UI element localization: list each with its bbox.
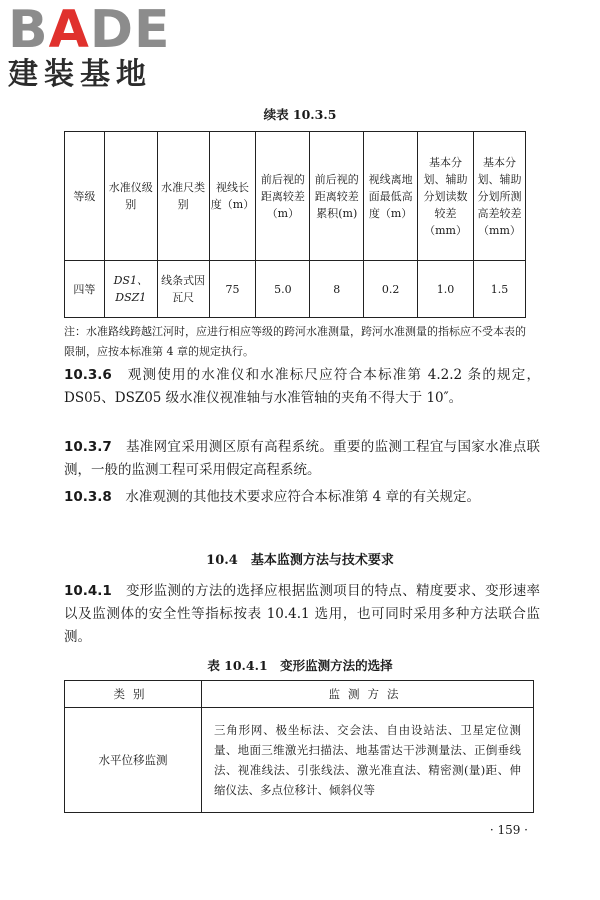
cell-distance-diff: 5.0 [256,261,310,318]
clause-number: 10.3.8 [64,489,112,505]
header-cell: 水准仪级别 [104,132,157,261]
logo [8,0,198,92]
header-cell: 类别 [65,681,202,708]
page-number: · 159 · [489,823,528,837]
table-header-row [65,132,526,261]
clause-10-3-8 [64,486,540,509]
cell-category: 水平位移监测 [65,708,202,813]
logo-subtitle: 建装基地 [8,57,152,92]
cell-reading-diff: 1.0 [418,261,474,318]
clause-number: 10.3.7 [64,439,112,455]
cell-level-model: DS1、DSZ1 [104,261,157,318]
table1-note: 注：水准路线跨越江河时，应进行相应等级的跨河水准测量，跨河水准测量的指标应不受本表的限制，应按本标准第 4 章的规定执行。 [64,325,526,358]
logo-wordmark: BADE [8,0,171,60]
clause-text: 基准网宜采用测区原有高程系统。重要的监测工程宜与国家水准点联测，一般的监测工程可采用假定高程系统。 [64,439,541,478]
table2-caption: 表 10.4.1 变形监测方法的选择 [207,658,393,673]
header-cell: 前后视的距离较差（m） [256,132,310,261]
leveling-spec-table [64,131,526,318]
clause-text: 观测使用的水准仪和水准标尺应符合本标准第 4.2.2 条的规定，DS05、DSZ05 级水准仪视准轴与水准管轴的夹角不得大于 10″。 [64,367,541,406]
clause-10-3-7 [64,436,540,482]
monitoring-methods-table [64,680,534,813]
clause-number: 10.4.1 [64,583,112,599]
clause-text: 水准观测的其他技术要求应符合本标准第 4 章的有关规定。 [125,489,481,505]
cell-distance-cum: 8 [310,261,364,318]
cell-min-height: 0.2 [364,261,418,318]
clause-number: 10.3.6 [64,367,112,383]
table-header-row [65,681,534,708]
header-cell: 基本分划、辅助分划所测高差较差（mm） [473,132,525,261]
header-cell: 前后视的距离较差累积(m) [310,132,364,261]
cell-staff-type: 线条式因瓦尺 [157,261,209,318]
table1-caption: 续表 10.3.5 [263,107,337,122]
cell-grade: 四等 [65,261,105,318]
clause-10-3-6 [64,364,540,410]
header-cell: 水准尺类别 [157,132,209,261]
cell-methods: 三角形网、极坐标法、交会法、自由设站法、卫星定位测量、地面三维激光扫描法、地基雷达干涉测量法、正倒垂线法、视准线法、引张线法、激光准直法、精密测(量)距、伸缩仪法、多点位移计、倾斜仪等 [202,708,534,813]
header-cell: 等级 [65,132,105,261]
section-title: 10.4 基本监测方法与技术要求 [206,553,394,568]
clause-text: 变形监测的方法的选择应根据监测项目的特点、精度要求、变形速率以及监测体的安全性等指标按表 10.4.1 选用，也可同时采用多种方法联合监测。 [64,583,541,645]
header-cell: 视线离地面最低高度（m） [364,132,418,261]
clause-10-4-1 [64,580,540,649]
cell-sight-length: 75 [209,261,256,318]
header-cell: 基本分划、辅助分划读数较差（mm） [418,132,474,261]
table-row [65,261,526,318]
cell-height-diff: 1.5 [473,261,525,318]
header-cell: 视线长度（m） [209,132,256,261]
table-row [65,708,534,813]
header-cell: 监测方法 [202,681,534,708]
